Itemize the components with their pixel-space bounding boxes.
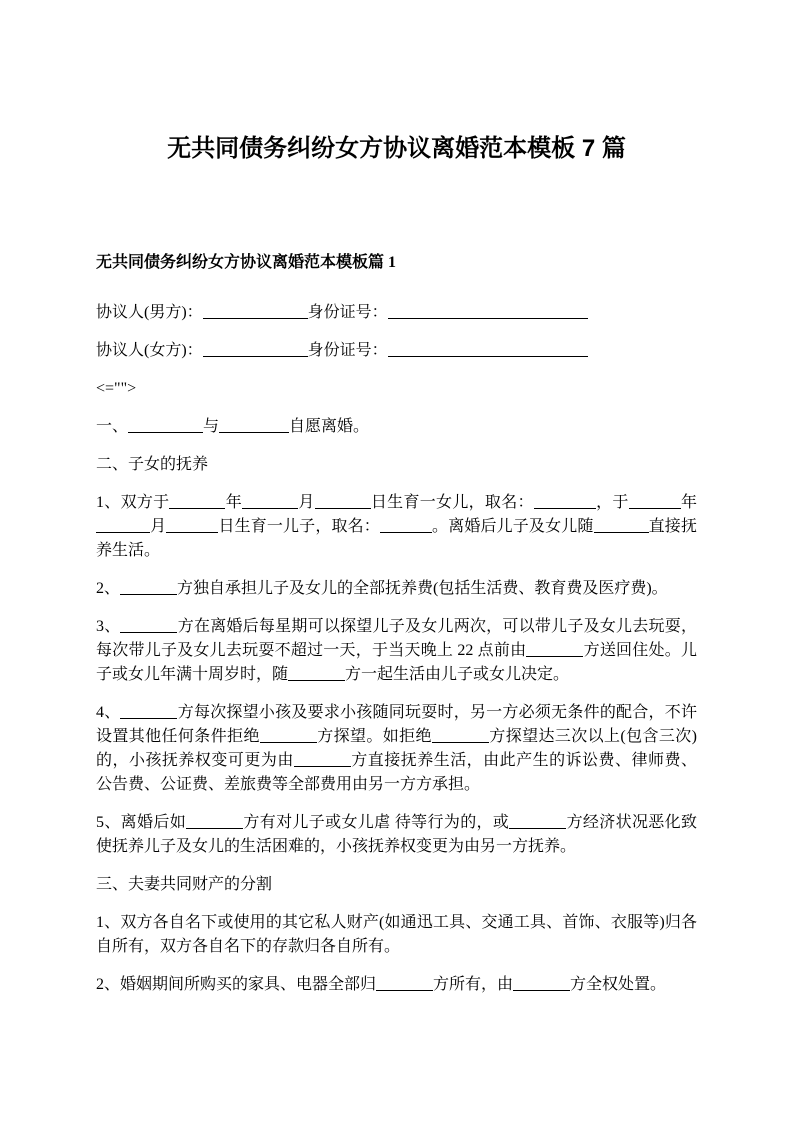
blank-underline — [203, 343, 308, 357]
blank-underline — [534, 495, 596, 509]
blank-underline — [288, 667, 345, 681]
blank-underline — [388, 343, 588, 357]
blank-underline — [388, 305, 588, 319]
blank-underline — [315, 495, 371, 509]
blank-underline — [169, 495, 225, 509]
children-clause-5: 5、离婚后如 方有对儿子或女儿虐 待等行为的，或 方经济状况恶化致使抚养儿子及女儿的生活困难的，小孩抚养权变更为由另一方抚养。 — [96, 814, 697, 855]
blank-underline — [509, 815, 566, 829]
blank-underline — [166, 519, 218, 533]
blank-underline — [376, 977, 433, 991]
blank-underline — [242, 495, 298, 509]
children-clause-4: 4、 方每次探望小孩及要求小孩随同玩耍时，另一方必须无条件的配合，不许设置其他任何条件拒绝 方探望。如拒绝 方探望达三次以上(包含三次)的，小孩抚养权变可更为由 方直接抚养生活，由此产生的诉讼费、律师费、公告费、公证费、差旅费等全部费用由另一方方承担。 — [96, 704, 697, 793]
blank-underline — [526, 643, 583, 657]
blank-underline — [219, 419, 289, 433]
document-title: 无共同债务纠纷女方协议离婚范本模板 7 篇 — [167, 135, 626, 162]
children-clause-3: 3、 方在离婚后每星期可以探望儿子及女儿两次，可以带儿子及女儿去玩耍，每次带儿子及女儿去玩耍不超过一天，于当天晚上 22 点前由 方送回住处。儿子或女儿年满十周岁时，随 方一起生活由儿子或女儿决定。 — [96, 618, 697, 683]
section-property-heading: 三、夫妻共同财产的分割 — [96, 876, 273, 893]
blank-underline — [203, 305, 308, 319]
party-male-line: 协议人(男方)： 身份证号： — [96, 301, 697, 325]
section-children-heading: 二、子女的抚养 — [96, 456, 209, 473]
blank-underline — [380, 519, 432, 533]
property-clause-2: 2、婚姻期间所购买的家具、电器全部归 方所有，由 方全权处置。 — [96, 976, 667, 993]
blank-underline — [120, 619, 177, 633]
blank-underline — [629, 495, 681, 509]
clause-voluntary-divorce: 一、 与 自愿离婚。 — [96, 418, 370, 435]
blank-underline — [513, 977, 570, 991]
blank-underline — [120, 705, 177, 719]
blank-underline — [96, 519, 150, 533]
blank-underline — [432, 729, 489, 743]
blank-underline — [120, 581, 177, 595]
children-clause-2: 2、 方独自承担儿子及女儿的全部抚养费(包括生活费、教育费及医疗费)。 — [96, 580, 668, 597]
blank-underline — [186, 815, 243, 829]
blank-underline — [260, 729, 317, 743]
blank-underline — [594, 519, 649, 533]
children-clause-1: 1、双方于 年 月 日生育一女儿，取名： ，于 年月 日生育一儿子，取名： 。离婚后儿子及女儿随 直接抚养生活。 — [96, 494, 697, 559]
template-1-heading: 无共同债务纠纷女方协议离婚范本模板篇 1 — [96, 254, 397, 271]
blank-underline — [128, 419, 203, 433]
stray-markup-text: <=""> — [96, 380, 137, 397]
blank-underline — [294, 753, 351, 767]
property-clause-1: 1、双方各自名下或使用的其它私人财产(如通迅工具、交通工具、首饰、衣服等)归各自所有，双方各自名下的存款归各自所有。 — [96, 914, 697, 955]
party-female-line: 协议人(女方)： 身份证号： — [96, 339, 697, 363]
